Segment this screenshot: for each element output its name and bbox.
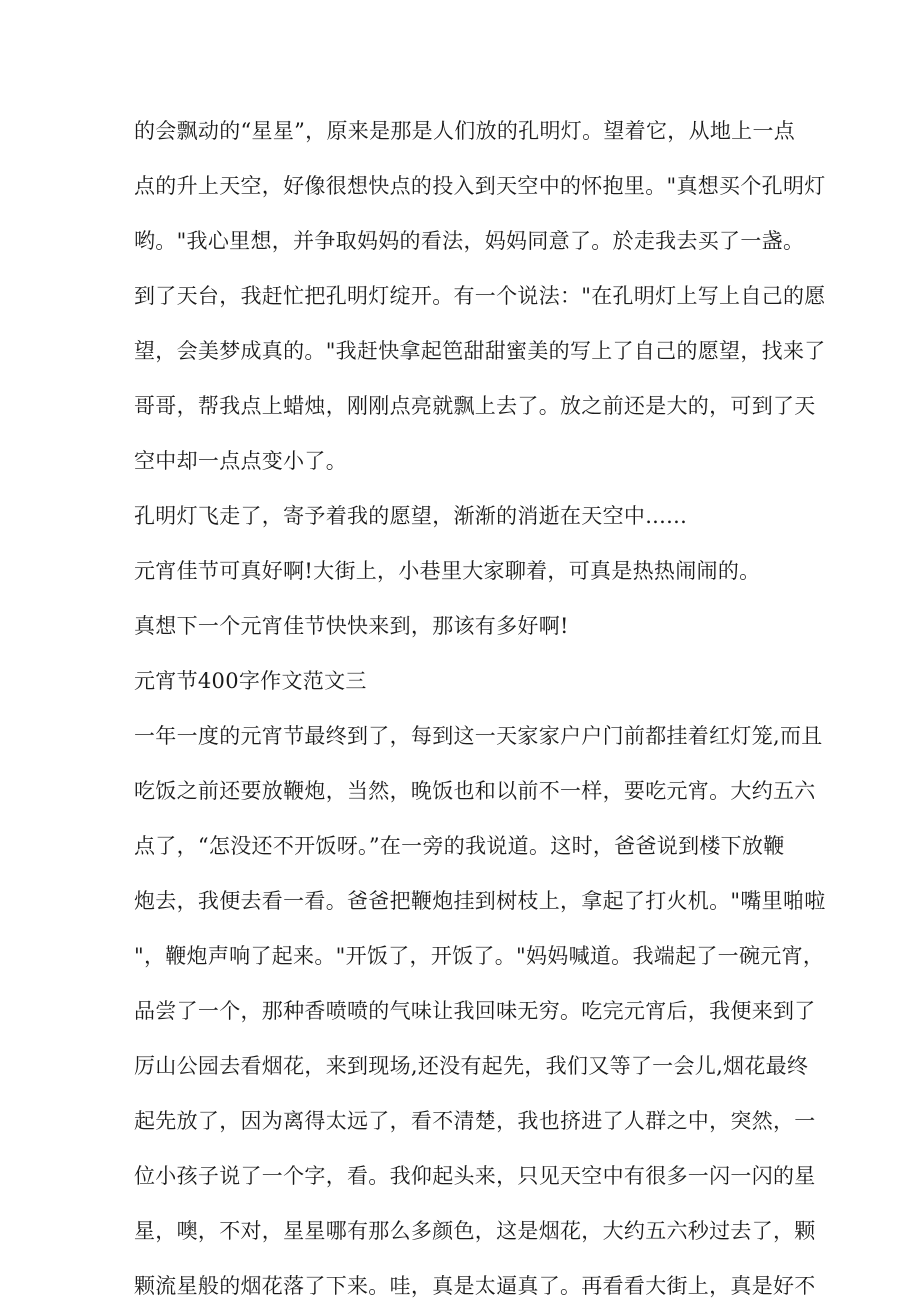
text-line: 点了，“怎没还不开饭呀。”在一旁的我说道。这时，爸爸说到楼下放鞭 [134,834,785,858]
paragraph-5: 真想下一个元宵佳节快快来到，那该有多好啊! [134,614,569,638]
paragraph-3: 孔明灯飞走了，寄予着我的愿望，渐渐的消逝在天空中...... [134,504,688,528]
text-line: 炮去，我便去看一看。爸爸把鞭炮挂到树枝上，拿起了打火机。"嘴里啪啦 [134,889,826,913]
text-line: 起先放了，因为离得太远了，看不清楚，我也挤进了人群之中，突然，一 [134,1109,816,1133]
text-line: 星，噢，不对，星星哪有那么多颜色，这是烟花，大约五六秒过去了，颗 [134,1219,816,1243]
text-line: "，鞭炮声响了起来。"开饭了，开饭了。"妈妈喊道。我端起了一碗元宵， [134,944,825,968]
text-line: 到了天台，我赶忙把孔明灯绽开。有一个说法："在孔明灯上写上自己的愿 [134,284,826,308]
text-line: 吃饭之前还要放鞭炮，当然，晚饭也和以前不一样，要吃元宵。大约五六 [134,779,816,803]
text-line: 的会飘动的“星星”，原来是那是人们放的孔明灯。望着它，从地上一点 [134,119,796,143]
paragraph-4: 元宵佳节可真好啊!大街上，小巷里大家聊着，可真是热热闹闹的。 [134,559,761,583]
text-line: 望，会美梦成真的。"我赶快拿起笆甜甜蜜美的写上了自己的愿望，找来了 [134,339,826,363]
text-line: 哟。"我心里想，并争取妈妈的看法，妈妈同意了。於走我去买了一盏。 [134,229,805,253]
text-line: 品尝了一个，那种香喷喷的气味让我回味无穷。吃完元宵后，我便来到了 [134,999,816,1023]
text-line: 位小孩子说了一个字，看。我仰起头来，只见天空中有很多一闪一闪的星 [134,1164,816,1188]
text-line: 颗流星般的烟花落了下来。哇，真是太逼真了。再看看大街上，真是好不 [134,1274,816,1298]
text-line: 点的升上天空，好像很想快点的投入到天空中的怀抱里。"真想买个孔明灯 [134,174,826,198]
text-line: 哥哥，帮我点上蜡烛，刚刚点亮就飘上去了。放之前还是大的，可到了天 [134,394,816,418]
text-line: 空中却一点点变小了。 [134,449,347,473]
text-line: 厉山公园去看烟花，来到现场,还没有起先，我们又等了一会儿,烟花最终 [134,1054,809,1078]
section-title: 元宵节400字作文范文三 [134,669,367,693]
text-line: 一年一度的元宵节最终到了，每到这一天家家户户门前都挂着红灯笼,而且 [134,724,823,748]
